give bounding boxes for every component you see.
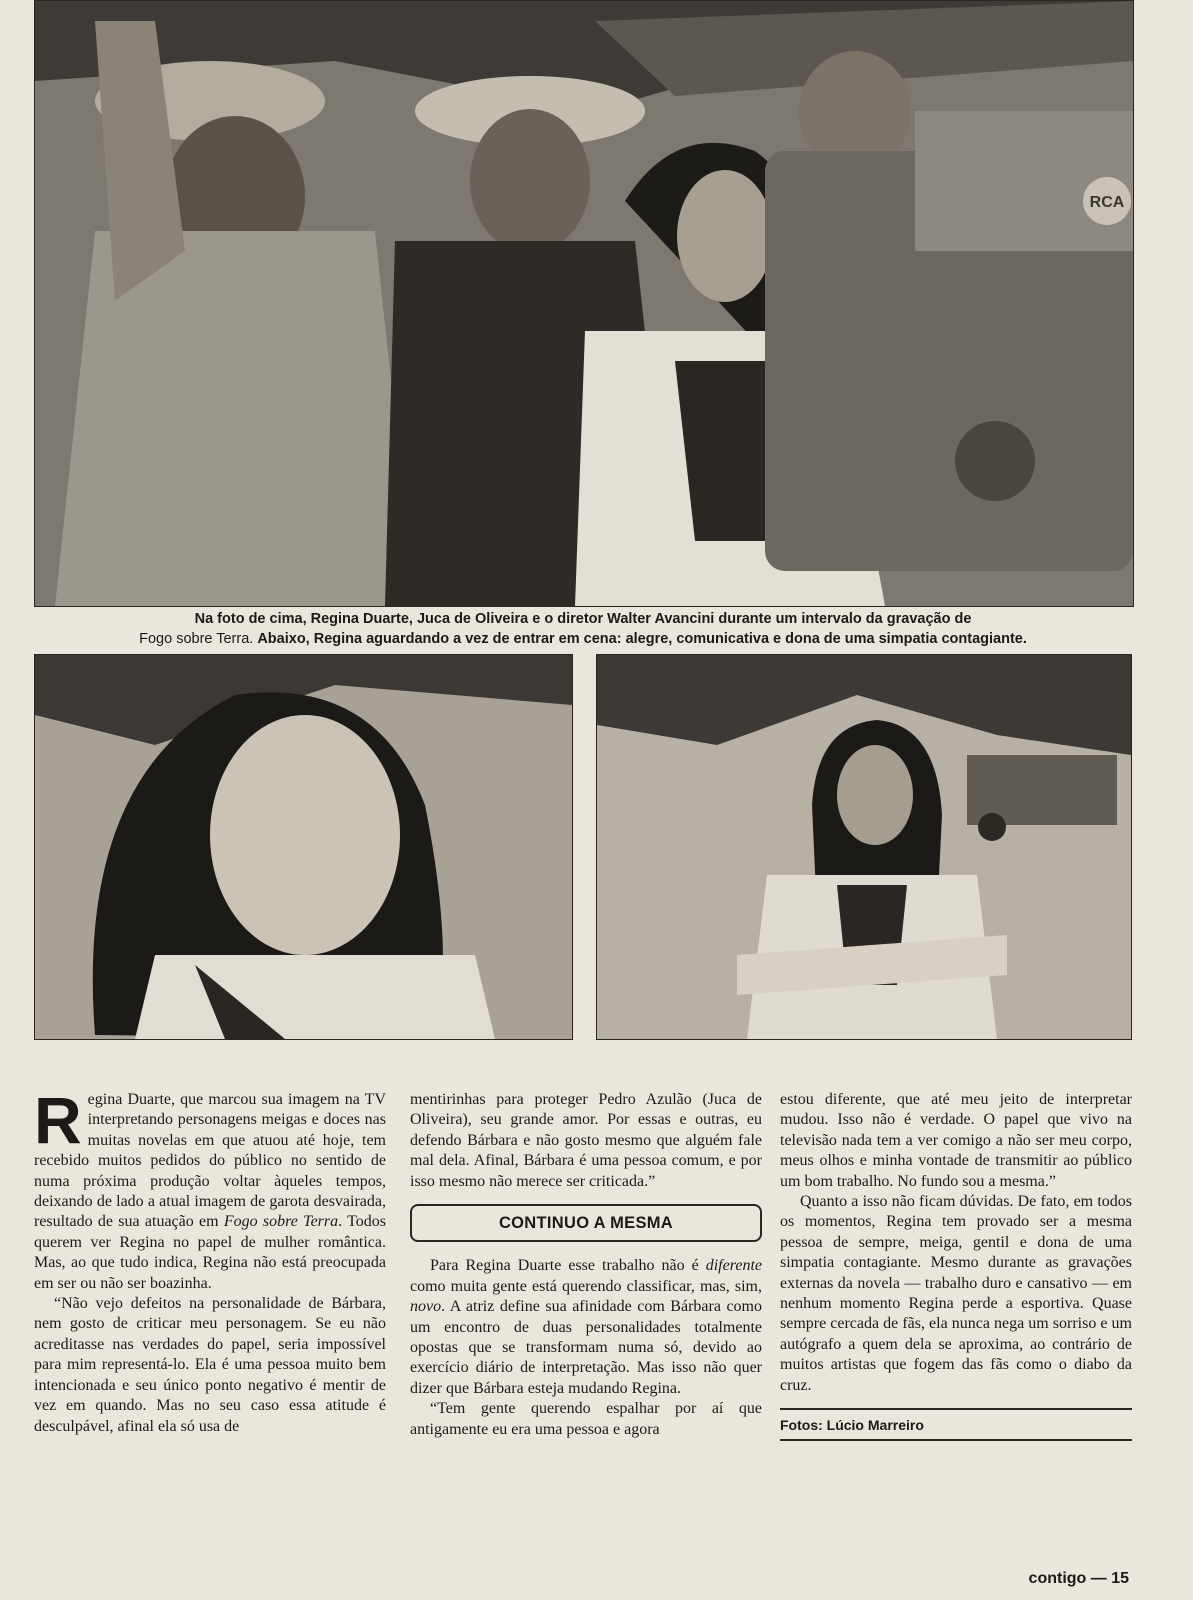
- page-footer: contigo — 15: [1028, 1570, 1129, 1587]
- caption-plain: Fogo sobre Terra.: [139, 631, 254, 647]
- paragraph-3: mentirinhas para proteger Pedro Azulão (Juca de Oliveira), seu grande amor. Por essas e outras, eu defendo Bárbara e não gosto mesmo que alguém fale mal dela. Afinal, Bárbara é uma pessoa comum, e por isso mesmo não merece ser criticada.”: [410, 1091, 762, 1190]
- paragraph-6: estou diferente, que até meu jeito de interpretar mudou. Isso não é verdade. O papel que vivo na televisão nada tem a ver comigo a não ser meu corpo, meus olhos e minha vontade de transmitir ao público um bom trabalho. No fundo sou a mesma.”: [780, 1091, 1132, 1190]
- bottom-right-photo-illustration: [597, 655, 1131, 1039]
- paragraph-2: “Não vejo defeitos na personalidade de Bárbara, nem gosto de criticar meu personagem. Se eu não acreditasse nas verdades do papel, seria impossível para mim representá-lo. Ela é uma pessoa muito bem intencionada e seu único ponto negativo é mentir de vez em quando. Mas no seu caso essa atitude é desculpável, afinal ela só usa de: [34, 1295, 386, 1435]
- caption-bold-2: Abaixo, Regina aguardando a vez de entrar em cena: alegre, comunicativa e dona de uma simpatia contagiante.: [257, 631, 1027, 647]
- top-photo: [34, 0, 1134, 607]
- article-column-3: [780, 1090, 1132, 1441]
- camera-logo: RCA: [1089, 194, 1125, 211]
- photo-credit: Fotos: Lúcio Marreiro: [780, 1415, 1132, 1440]
- top-photo-illustration: [35, 1, 1133, 606]
- paragraph-4: Para Regina Duarte esse trabalho não é diferente como muita gente está querendo classificar, mas, sim, novo. A atriz define sua afinidade com Bárbara como um encontro de duas personalidades totalmente opostas que se transformam numa só, devido ao exercício diário de interpretação. Mas isso não quer dizer que Bárbara esteja mudando Regina.: [410, 1257, 762, 1397]
- photo-caption: [34, 609, 1132, 649]
- bottom-left-photo-illustration: [35, 655, 572, 1039]
- article-column-1: [34, 1083, 387, 1437]
- drop-cap: R: [34, 1083, 82, 1157]
- paragraph-1: Regina Duarte, que marcou sua imagem na TV interpretando personagens meigas e doces nas muitas novelas em que atuou até hoje, tem recebido muitos pedidos do público no sentido de numa próxima produção voltar àqueles tempos, deixando de lado a atual imagem de garota desvairada, resultado de sua atuação em Fogo sobre Terra. Todos querem ver Regina no papel de mulher romântica. Mas, ao que tudo indica, Regina não está preocupada em ser ou não ser boazinha.: [34, 1083, 387, 1292]
- bottom-right-photo: [596, 654, 1132, 1040]
- bottom-left-photo: [34, 654, 573, 1040]
- section-heading: CONTINUO A MESMA: [410, 1204, 762, 1242]
- article-column-2: [410, 1090, 762, 1440]
- paragraph-5: “Tem gente querendo espalhar por aí que antigamente eu era uma pessoa e agora: [410, 1400, 762, 1438]
- paragraph-7: Quanto a isso não ficam dúvidas. De fato, em todos os momentos, Regina tem provado ser a mesma pessoa de sempre, meiga, gentil e dona de uma simpatia contagiante. Mesmo durante as gravações externas da novela — trabalho duro e cansativo — em nenhum momento Regina perde a esportiva. Quase sempre cercada de fãs, ela nunca nega um sorriso e um autógrafo a quem dela se aproxima, ao contrário de muitos artistas que fogem das fãs como o diabo da cruz.: [780, 1193, 1132, 1394]
- credit-rule: [780, 1408, 1132, 1410]
- caption-bold-1: Na foto de cima, Regina Duarte, Juca de Oliveira e o diretor Walter Avancini durante um intervalo da gravação de: [194, 611, 972, 627]
